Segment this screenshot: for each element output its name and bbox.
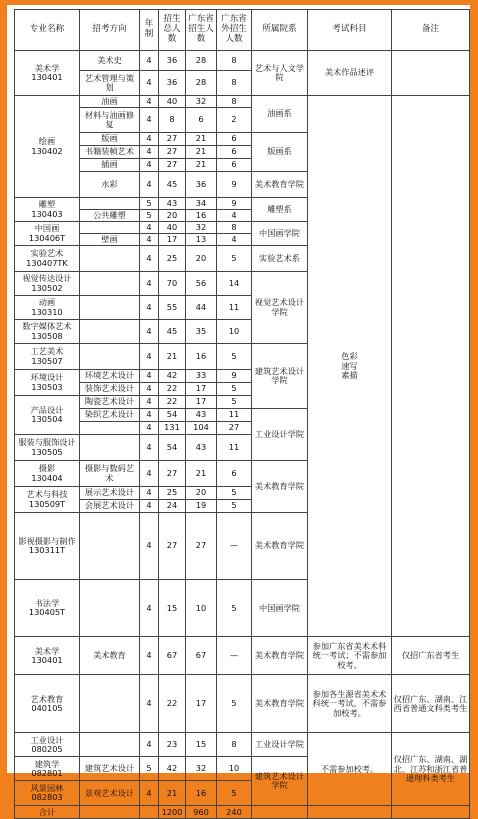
gd-cell: 17 (186, 383, 217, 396)
direction-cell (80, 806, 140, 819)
gd-cell: 19 (186, 500, 217, 513)
total-cell: 23 (159, 733, 186, 757)
major-cell: 中国画 130406T (15, 222, 80, 246)
dept-cell: 工业设计学院 (252, 409, 308, 461)
years-cell: 4 (140, 500, 159, 513)
total-cell: 21 (159, 781, 186, 806)
total-cell: 70 (159, 272, 186, 296)
gd-cell: 44 (186, 296, 217, 320)
other-cell: 9 (217, 172, 252, 198)
years-cell: 4 (140, 246, 159, 272)
gd-cell: 10 (186, 579, 217, 637)
document-page (7, 5, 470, 817)
total-label: 合计 (15, 806, 80, 819)
total-cell: 21 (159, 344, 186, 370)
direction-cell: 油画 (80, 96, 140, 108)
direction-cell (80, 344, 140, 370)
gd-cell: 21 (186, 159, 217, 172)
subject-cell: 色彩 速写 素描 (308, 96, 392, 637)
other-cell: 6 (217, 159, 252, 172)
gd-cell: 67 (186, 637, 217, 675)
years-cell: 4 (140, 133, 159, 146)
direction-cell (80, 675, 140, 733)
dept-cell: 工业设计学院 (252, 733, 308, 757)
years-cell: 4 (140, 513, 159, 580)
gd-cell: 13 (186, 234, 217, 246)
other-cell: 14 (217, 272, 252, 296)
direction-cell (80, 246, 140, 272)
years-cell: 4 (140, 320, 159, 344)
other-cell: 5 (217, 500, 252, 513)
direction-cell: 染织艺术设计 (80, 409, 140, 422)
years-cell: 4 (140, 234, 159, 246)
gd-cell: 104 (186, 422, 217, 435)
years-cell: 4 (140, 781, 159, 806)
header-cell: 考试科目 (308, 10, 392, 51)
remark-cell: 仅招广东省考生 (392, 637, 470, 675)
dept-cell: 实验艺术系 (252, 246, 308, 272)
total-cell: 36 (159, 71, 186, 96)
other-cell: 6 (217, 133, 252, 146)
total-cell: 43 (159, 198, 186, 210)
gd-cell: 32 (186, 96, 217, 108)
major-cell: 视觉传达设计 130502 (15, 272, 80, 296)
years-cell: 4 (140, 487, 159, 500)
direction-cell (80, 320, 140, 344)
other-cell: 10 (217, 757, 252, 781)
total-cell: 17 (159, 234, 186, 246)
years-cell: 4 (140, 461, 159, 487)
major-cell: 影视摄影与制作 130311T (15, 513, 80, 580)
total-cell: 42 (159, 757, 186, 781)
total-cell: 27 (159, 146, 186, 159)
dept-cell (252, 806, 308, 819)
years-cell: 4 (140, 71, 159, 96)
header-row (15, 10, 470, 51)
other-cell: 4 (217, 210, 252, 222)
years-cell: 4 (140, 344, 159, 370)
total-cell: 24 (159, 500, 186, 513)
other-cell: 11 (217, 409, 252, 422)
other-cell: 10 (217, 320, 252, 344)
total-cell: 27 (159, 133, 186, 146)
total-cell: 15 (159, 579, 186, 637)
total-cell: 67 (159, 637, 186, 675)
direction-cell: 摄影与数码艺术 (80, 461, 140, 487)
gd-cell: 17 (186, 675, 217, 733)
gd-cell: 27 (186, 513, 217, 580)
table-row (15, 637, 470, 675)
header-cell: 年制 (140, 10, 159, 51)
gd-cell: 20 (186, 246, 217, 272)
years-cell: 4 (140, 172, 159, 198)
major-cell: 美术学 130401 (15, 51, 80, 96)
years-cell: 4 (140, 159, 159, 172)
gd-cell: 36 (186, 172, 217, 198)
gd-cell: 28 (186, 71, 217, 96)
years-cell: 4 (140, 222, 159, 234)
gd-cell: 20 (186, 487, 217, 500)
header-cell: 专业名称 (15, 10, 80, 51)
dept-cell: 美术教育学院 (252, 172, 308, 198)
direction-cell: 艺术管理与策划 (80, 71, 140, 96)
direction-cell (80, 222, 140, 234)
direction-cell: 插画 (80, 159, 140, 172)
subject-cell: 参加广东省美术术科统一考试；不需参加校考。 (308, 637, 392, 675)
gd-cell: 28 (186, 51, 217, 71)
major-cell: 数字媒体艺术 130508 (15, 320, 80, 344)
major-cell: 产品设计 130504 (15, 396, 80, 435)
remark-cell: 仅招广东、湖南、湖北、江苏和浙江省普通理科类考生 (392, 733, 470, 806)
other-cell: 5 (217, 487, 252, 500)
years-cell: 4 (140, 108, 159, 133)
total-cell: 27 (159, 159, 186, 172)
subject-cell: 美术作品述评 (308, 51, 392, 96)
dept-cell: 雕塑系 (252, 198, 308, 222)
dept-cell: 美术教育学院 (252, 675, 308, 733)
gd-cell: 21 (186, 461, 217, 487)
subject-cell: 参加各生源省美术术科统一考试，不需参加校考。 (308, 675, 392, 733)
direction-cell: 美术教育 (80, 637, 140, 675)
header-cell: 所属院系 (252, 10, 308, 51)
major-cell: 摄影 130404 (15, 461, 80, 487)
years-cell: 4 (140, 146, 159, 159)
major-cell: 雕塑 130403 (15, 198, 80, 222)
other-cell: 8 (217, 51, 252, 71)
other-cell: 5 (217, 383, 252, 396)
direction-cell (80, 296, 140, 320)
gd-cell: 16 (186, 781, 217, 806)
years-cell: 4 (140, 579, 159, 637)
direction-cell: 景观艺术设计 (80, 781, 140, 806)
total-cell: 22 (159, 383, 186, 396)
total-cell: 45 (159, 172, 186, 198)
years-cell: 5 (140, 757, 159, 781)
other-cell: 27 (217, 422, 252, 435)
other-cell: 8 (217, 96, 252, 108)
remark-cell: 仅招广东、湖南、江西省普通文科类考生 (392, 675, 470, 733)
other-cell: 4 (217, 234, 252, 246)
direction-cell: 会展艺术设计 (80, 500, 140, 513)
direction-cell: 书籍装帧艺术 (80, 146, 140, 159)
years-cell: 5 (140, 210, 159, 222)
dept-cell: 中国画学院 (252, 222, 308, 246)
gd-cell: 6 (186, 108, 217, 133)
other-cell: 8 (217, 222, 252, 234)
direction-cell: 美术史 (80, 51, 140, 71)
years-cell: 4 (140, 733, 159, 757)
other-cell: 11 (217, 435, 252, 461)
dept-cell: 建筑艺术设计学院 (252, 344, 308, 409)
subject-cell: 不需参加校考。 (308, 733, 392, 806)
major-cell: 建筑学 082801 (15, 757, 80, 781)
direction-cell: 水彩 (80, 172, 140, 198)
years-cell: 4 (140, 370, 159, 383)
other-cell: 9 (217, 370, 252, 383)
direction-cell (80, 422, 140, 435)
other-cell: 8 (217, 71, 252, 96)
years-cell: 4 (140, 272, 159, 296)
gd-cell: 56 (186, 272, 217, 296)
total-cell: 54 (159, 409, 186, 422)
dept-cell: 中国画学院 (252, 579, 308, 637)
gd-cell: 43 (186, 435, 217, 461)
direction-cell (80, 272, 140, 296)
years-cell (140, 806, 159, 819)
direction-cell: 壁画 (80, 234, 140, 246)
other-cell: 5 (217, 579, 252, 637)
header-cell: 广东省外招生人数 (217, 10, 252, 51)
dept-cell: 版画系 (252, 133, 308, 172)
total-cell: 45 (159, 320, 186, 344)
major-cell: 书法学 130405T (15, 579, 80, 637)
direction-cell (80, 513, 140, 580)
dept-cell: 美术教育学院 (252, 637, 308, 675)
remark-cell (392, 96, 470, 637)
major-cell: 艺术教育 040105 (15, 675, 80, 733)
total-cell: 8 (159, 108, 186, 133)
header-cell: 广东省招生人数 (186, 10, 217, 51)
table-row (15, 51, 470, 71)
total-row (15, 806, 470, 819)
other-cell: 5 (217, 396, 252, 409)
gd-cell: 15 (186, 733, 217, 757)
total-cell: 22 (159, 396, 186, 409)
direction-cell: 装饰艺术设计 (80, 383, 140, 396)
major-cell: 风景园林 082803 (15, 781, 80, 806)
years-cell: 4 (140, 383, 159, 396)
years-cell: 4 (140, 435, 159, 461)
gd-cell: 43 (186, 409, 217, 422)
total-cell: 25 (159, 487, 186, 500)
other-cell: 5 (217, 781, 252, 806)
direction-cell: 环境艺术设计 (80, 370, 140, 383)
other-cell: 5 (217, 675, 252, 733)
total-cell: 55 (159, 296, 186, 320)
major-cell: 工业设计 080205 (15, 733, 80, 757)
other-cell: 8 (217, 733, 252, 757)
other-cell: 240 (217, 806, 252, 819)
other-cell: 6 (217, 146, 252, 159)
direction-cell: 版画 (80, 133, 140, 146)
other-cell: 2 (217, 108, 252, 133)
gd-cell: 21 (186, 133, 217, 146)
other-cell: 5 (217, 344, 252, 370)
years-cell: 4 (140, 422, 159, 435)
other-cell: 9 (217, 198, 252, 210)
dept-cell: 艺术与人文学院 (252, 51, 308, 96)
other-cell: — (217, 637, 252, 675)
header-cell: 备注 (392, 10, 470, 51)
other-cell: 5 (217, 246, 252, 272)
total-cell: 27 (159, 513, 186, 580)
gd-cell: 16 (186, 344, 217, 370)
header-cell: 招考方向 (80, 10, 140, 51)
other-cell: — (217, 513, 252, 580)
total-cell: 42 (159, 370, 186, 383)
remark-cell (392, 51, 470, 96)
total-cell: 40 (159, 222, 186, 234)
direction-cell (80, 435, 140, 461)
other-cell: 11 (217, 296, 252, 320)
years-cell: 4 (140, 637, 159, 675)
major-cell: 环境设计 130503 (15, 370, 80, 396)
major-cell: 绘画 130402 (15, 96, 80, 198)
gd-cell: 34 (186, 198, 217, 210)
table-row (15, 96, 470, 108)
direction-cell (80, 733, 140, 757)
direction-cell (80, 579, 140, 637)
dept-cell: 美术教育学院 (252, 513, 308, 580)
gd-cell: 32 (186, 757, 217, 781)
dept-cell: 视觉艺术设计学院 (252, 272, 308, 344)
direction-cell: 陶瓷艺术设计 (80, 396, 140, 409)
gd-cell: 33 (186, 370, 217, 383)
gd-cell: 17 (186, 396, 217, 409)
gd-cell: 32 (186, 222, 217, 234)
direction-cell (80, 198, 140, 210)
years-cell: 4 (140, 396, 159, 409)
years-cell: 4 (140, 409, 159, 422)
major-cell: 动画 130310 (15, 296, 80, 320)
years-cell: 4 (140, 296, 159, 320)
header-cell: 招生总人数 (159, 10, 186, 51)
total-cell: 27 (159, 461, 186, 487)
years-cell: 4 (140, 51, 159, 71)
table-row (15, 733, 470, 757)
total-cell: 20 (159, 210, 186, 222)
gd-cell: 16 (186, 210, 217, 222)
major-cell: 艺术与科技 130509T (15, 487, 80, 513)
direction-cell: 公共雕塑 (80, 210, 140, 222)
total-cell: 40 (159, 96, 186, 108)
major-cell: 服装与服饰设计 130505 (15, 435, 80, 461)
total-cell: 131 (159, 422, 186, 435)
dept-cell: 油画系 (252, 96, 308, 133)
major-cell: 实验艺术 130407TK (15, 246, 80, 272)
gd-cell: 960 (186, 806, 217, 819)
total-cell: 36 (159, 51, 186, 71)
dept-cell: 美术教育学院 (252, 461, 308, 513)
subject-cell (308, 806, 392, 819)
total-cell: 1200 (159, 806, 186, 819)
total-cell: 25 (159, 246, 186, 272)
years-cell: 5 (140, 198, 159, 210)
major-cell: 工艺美术 130507 (15, 344, 80, 370)
years-cell: 4 (140, 96, 159, 108)
gd-cell: 21 (186, 146, 217, 159)
other-cell: 6 (217, 461, 252, 487)
direction-cell: 材料与油画修复 (80, 108, 140, 133)
total-cell: 54 (159, 435, 186, 461)
major-cell: 美术学 130401 (15, 637, 80, 675)
gd-cell: 35 (186, 320, 217, 344)
enrollment-plan-table (14, 9, 470, 819)
years-cell: 4 (140, 675, 159, 733)
direction-cell: 展示艺术设计 (80, 487, 140, 500)
table-row (15, 675, 470, 733)
remark-cell (392, 806, 470, 819)
total-cell: 22 (159, 675, 186, 733)
dept-cell: 建筑艺术设计学院 (252, 757, 308, 806)
direction-cell: 建筑艺术设计 (80, 757, 140, 781)
